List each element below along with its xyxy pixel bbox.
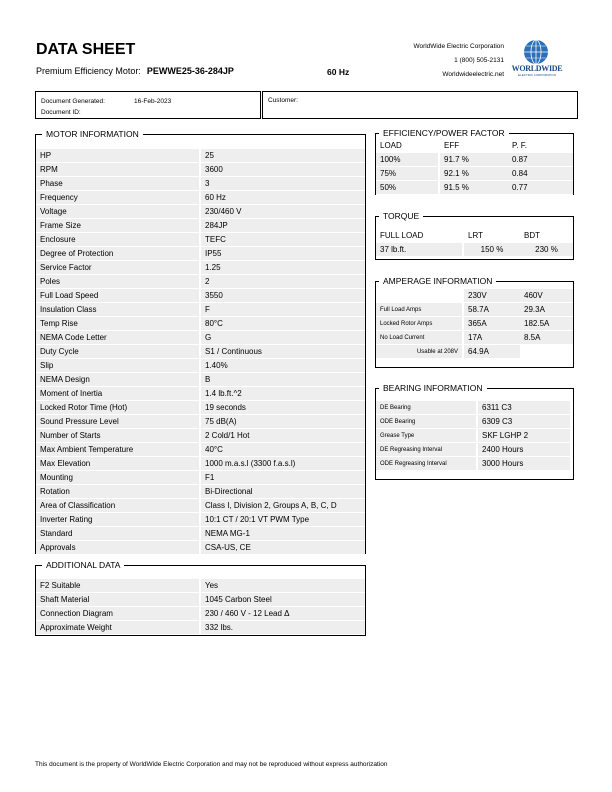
efficiency-cell: 91.5 % bbox=[440, 181, 508, 195]
table-row bbox=[36, 289, 365, 303]
frequency-label: 60 Hz bbox=[327, 67, 350, 77]
company-name: WorldWide Electric Corporation bbox=[413, 43, 504, 50]
table-row bbox=[36, 191, 365, 205]
table-row bbox=[36, 401, 365, 415]
column-header: 460V bbox=[520, 289, 573, 303]
table-row bbox=[36, 149, 365, 163]
spec-value: NEMA MG-1 bbox=[201, 527, 365, 541]
usable-row bbox=[376, 345, 573, 359]
amperage-cell: Locked Rotor Amps bbox=[376, 317, 464, 331]
table-row bbox=[36, 261, 365, 275]
efficiency-cell: 0.84 bbox=[508, 167, 573, 181]
spec-label: NEMA Code Letter bbox=[36, 331, 201, 345]
table-row bbox=[36, 513, 365, 527]
spec-value: 80°C bbox=[201, 317, 365, 331]
motor-subtitle bbox=[36, 66, 234, 76]
amperage-cell: 8.5A bbox=[520, 331, 573, 345]
table-row bbox=[36, 303, 365, 317]
spec-label: Phase bbox=[36, 177, 201, 191]
torque-cell: 150 % bbox=[464, 243, 520, 257]
spec-value: 2 bbox=[201, 275, 365, 289]
spec-label: Rotation bbox=[36, 485, 201, 499]
column-header: FULL LOAD bbox=[376, 229, 464, 243]
footer-disclaimer: This document is the property of WorldWide Electric Corporation and may not be reproduced without express authorization bbox=[35, 761, 388, 768]
spec-label: Max Ambient Temperature bbox=[36, 443, 201, 457]
motor-information-section bbox=[35, 129, 366, 554]
spec-label: Duty Cycle bbox=[36, 345, 201, 359]
table-row bbox=[376, 317, 573, 331]
efficiency-cell: 0.87 bbox=[508, 153, 573, 167]
usable-label: Usable at 208V bbox=[376, 345, 464, 359]
bearing-label: DE Regreasing Interval bbox=[376, 443, 478, 457]
page-title: DATA SHEET bbox=[36, 41, 136, 58]
spec-value: 332 lbs. bbox=[201, 621, 365, 635]
spec-value: F1 bbox=[201, 471, 365, 485]
bearing-value: SKF LGHP 2 bbox=[478, 429, 570, 443]
amperage-cell: 182.5A bbox=[520, 317, 573, 331]
spec-value: CSA-US, CE bbox=[201, 541, 365, 555]
table-row bbox=[376, 429, 570, 443]
spec-value: S1 / Continuous bbox=[201, 345, 365, 359]
amperage-section bbox=[375, 276, 574, 368]
amperage-cell: 29.3A bbox=[520, 303, 573, 317]
table-row bbox=[376, 457, 570, 471]
spec-label: Temp Rise bbox=[36, 317, 201, 331]
generated-value: 16-Feb-2023 bbox=[134, 98, 172, 105]
model-number: PEWWE25-36-284JP bbox=[146, 66, 234, 76]
spec-label: Inverter Rating bbox=[36, 513, 201, 527]
amperage-title: AMPERAGE INFORMATION bbox=[379, 276, 496, 286]
bearing-table bbox=[376, 401, 570, 471]
spec-value: 1045 Carbon Steel bbox=[201, 593, 365, 607]
efficiency-section bbox=[375, 128, 574, 195]
spec-label: Max Elevation bbox=[36, 457, 201, 471]
spec-label: Approvals bbox=[36, 541, 201, 555]
spec-value: 25 bbox=[201, 149, 365, 163]
spec-value: Yes bbox=[201, 579, 365, 593]
spec-label: Service Factor bbox=[36, 261, 201, 275]
spec-value: 10:1 CT / 20:1 VT PWM Type bbox=[201, 513, 365, 527]
amperage-cell: Full Load Amps bbox=[376, 303, 464, 317]
bearing-section bbox=[375, 383, 574, 480]
torque-cell: 230 % bbox=[520, 243, 573, 257]
table-row bbox=[376, 303, 573, 317]
customer-label: Customer: bbox=[268, 97, 298, 104]
bearing-value: 6309 C3 bbox=[478, 415, 570, 429]
table-row bbox=[376, 401, 570, 415]
table-row bbox=[36, 317, 365, 331]
spec-value: 1.40% bbox=[201, 359, 365, 373]
spec-label: RPM bbox=[36, 163, 201, 177]
torque-cell: 37 lb.ft. bbox=[376, 243, 464, 257]
efficiency-cell: 100% bbox=[376, 153, 440, 167]
logo-text: WORLDWIDE bbox=[511, 64, 563, 73]
efficiency-cell: 92.1 % bbox=[440, 167, 508, 181]
table-row bbox=[376, 167, 573, 181]
bearing-label: Grease Type bbox=[376, 429, 478, 443]
table-row bbox=[36, 457, 365, 471]
table-row bbox=[36, 219, 365, 233]
table-row bbox=[36, 621, 365, 635]
additional-data-section bbox=[35, 560, 366, 636]
customer-box bbox=[262, 91, 578, 119]
bearing-value: 3000 Hours bbox=[478, 457, 570, 471]
spec-value: 230/460 V bbox=[201, 205, 365, 219]
logo-subtext: ELECTRIC CORPORATION bbox=[518, 73, 556, 77]
bearing-title: BEARING INFORMATION bbox=[379, 383, 487, 393]
table-row bbox=[36, 593, 365, 607]
torque-section bbox=[375, 211, 574, 260]
table-row bbox=[36, 359, 365, 373]
spec-value: Bi-Directional bbox=[201, 485, 365, 499]
table-row bbox=[376, 443, 570, 457]
table-row bbox=[36, 247, 365, 261]
spec-value: 19 seconds bbox=[201, 401, 365, 415]
document-info-box bbox=[35, 91, 261, 119]
efficiency-table bbox=[376, 139, 573, 195]
spec-value: IP55 bbox=[201, 247, 365, 261]
spec-label: Degree of Protection bbox=[36, 247, 201, 261]
table-row bbox=[36, 387, 365, 401]
spec-label: Sound Pressure Level bbox=[36, 415, 201, 429]
efficiency-cell: 0.77 bbox=[508, 181, 573, 195]
table-row bbox=[376, 331, 573, 345]
spec-value: 3550 bbox=[201, 289, 365, 303]
table-row bbox=[36, 527, 365, 541]
table-row bbox=[36, 345, 365, 359]
column-header bbox=[376, 289, 464, 303]
usable-value: 64.9A bbox=[464, 345, 520, 359]
empty-cell bbox=[520, 345, 573, 359]
spec-label: HP bbox=[36, 149, 201, 163]
amperage-header-row bbox=[376, 289, 573, 303]
spec-label: Enclosure bbox=[36, 233, 201, 247]
spec-label: Poles bbox=[36, 275, 201, 289]
spec-label: Approximate Weight bbox=[36, 621, 201, 635]
efficiency-header-row bbox=[376, 139, 573, 153]
table-row bbox=[36, 205, 365, 219]
company-phone: 1 (800) 505-2131 bbox=[454, 57, 504, 64]
motor-information-title: MOTOR INFORMATION bbox=[42, 129, 143, 139]
spec-label: Standard bbox=[36, 527, 201, 541]
amperage-cell: 58.7A bbox=[464, 303, 520, 317]
table-row bbox=[36, 373, 365, 387]
table-row bbox=[36, 541, 365, 555]
table-row bbox=[376, 415, 570, 429]
spec-label: Insulation Class bbox=[36, 303, 201, 317]
amperage-table bbox=[376, 289, 573, 359]
table-row bbox=[36, 443, 365, 457]
table-row bbox=[36, 579, 365, 593]
column-header: 230V bbox=[464, 289, 520, 303]
table-row bbox=[36, 415, 365, 429]
additional-data-title: ADDITIONAL DATA bbox=[42, 560, 124, 570]
spec-label: Slip bbox=[36, 359, 201, 373]
table-row bbox=[36, 499, 365, 513]
spec-value: 75 dB(A) bbox=[201, 415, 365, 429]
spec-value: 284JP bbox=[201, 219, 365, 233]
subtitle-label: Premium Efficiency Motor: bbox=[36, 66, 141, 76]
table-row bbox=[36, 163, 365, 177]
table-row bbox=[36, 485, 365, 499]
spec-label: Number of Starts bbox=[36, 429, 201, 443]
spec-label: Frame Size bbox=[36, 219, 201, 233]
spec-value: G bbox=[201, 331, 365, 345]
spec-label: Full Load Speed bbox=[36, 289, 201, 303]
bearing-label: DE Bearing bbox=[376, 401, 478, 415]
column-header: BDT bbox=[520, 229, 573, 243]
table-row bbox=[36, 471, 365, 485]
spec-value: 1000 m.a.s.l (3300 f.a.s.l) bbox=[201, 457, 365, 471]
torque-title: TORQUE bbox=[379, 211, 423, 221]
table-row bbox=[36, 331, 365, 345]
bearing-value: 2400 Hours bbox=[478, 443, 570, 457]
table-row bbox=[36, 275, 365, 289]
amperage-cell: 365A bbox=[464, 317, 520, 331]
spec-label: Mounting bbox=[36, 471, 201, 485]
spec-label: Moment of Inertia bbox=[36, 387, 201, 401]
spec-label: Locked Rotor Time (Hot) bbox=[36, 401, 201, 415]
spec-value: 3 bbox=[201, 177, 365, 191]
table-row bbox=[36, 233, 365, 247]
spec-value: 40°C bbox=[201, 443, 365, 457]
column-header: LRT bbox=[464, 229, 520, 243]
bearing-label: ODE Bearing bbox=[376, 415, 478, 429]
column-header: P. F. bbox=[508, 139, 573, 153]
torque-header-row bbox=[376, 229, 573, 243]
spec-value: F bbox=[201, 303, 365, 317]
motor-information-table bbox=[36, 149, 365, 555]
company-web: Worldwideelectric.net bbox=[442, 71, 504, 78]
efficiency-cell: 91.7 % bbox=[440, 153, 508, 167]
spec-label: Frequency bbox=[36, 191, 201, 205]
efficiency-cell: 75% bbox=[376, 167, 440, 181]
efficiency-title: EFFICIENCY/POWER FACTOR bbox=[379, 128, 509, 138]
table-row bbox=[376, 181, 573, 195]
amperage-cell: No Load Current bbox=[376, 331, 464, 345]
spec-value: 3600 bbox=[201, 163, 365, 177]
bearing-value: 6311 C3 bbox=[478, 401, 570, 415]
column-header: LOAD bbox=[376, 139, 440, 153]
spec-value: B bbox=[201, 373, 365, 387]
table-row bbox=[376, 243, 573, 257]
table-row bbox=[36, 177, 365, 191]
amperage-cell: 17A bbox=[464, 331, 520, 345]
spec-value: 1.25 bbox=[201, 261, 365, 275]
table-row bbox=[36, 429, 365, 443]
additional-data-table bbox=[36, 579, 365, 635]
table-row bbox=[376, 153, 573, 167]
torque-table bbox=[376, 229, 573, 257]
spec-label: Voltage bbox=[36, 205, 201, 219]
generated-label: Document Generated: bbox=[41, 98, 105, 105]
table-row bbox=[36, 607, 365, 621]
spec-label: Shaft Material bbox=[36, 593, 201, 607]
spec-label: Connection Diagram bbox=[36, 607, 201, 621]
spec-label: Area of Classification bbox=[36, 499, 201, 513]
company-info bbox=[413, 40, 504, 82]
spec-label: F2 Suitable bbox=[36, 579, 201, 593]
spec-value: 230 / 460 V - 12 Lead Δ bbox=[201, 607, 365, 621]
spec-value: TEFC bbox=[201, 233, 365, 247]
column-header: EFF bbox=[440, 139, 508, 153]
document-id-label: Document ID: bbox=[41, 109, 81, 116]
efficiency-cell: 50% bbox=[376, 181, 440, 195]
spec-value: 2 Cold/1 Hot bbox=[201, 429, 365, 443]
spec-value: Class I, Division 2, Groups A, B, C, D bbox=[201, 499, 365, 513]
spec-value: 60 Hz bbox=[201, 191, 365, 205]
spec-value: 1.4 lb.ft.^2 bbox=[201, 387, 365, 401]
bearing-label: ODE Regreasing Interval bbox=[376, 457, 478, 471]
spec-label: NEMA Design bbox=[36, 373, 201, 387]
